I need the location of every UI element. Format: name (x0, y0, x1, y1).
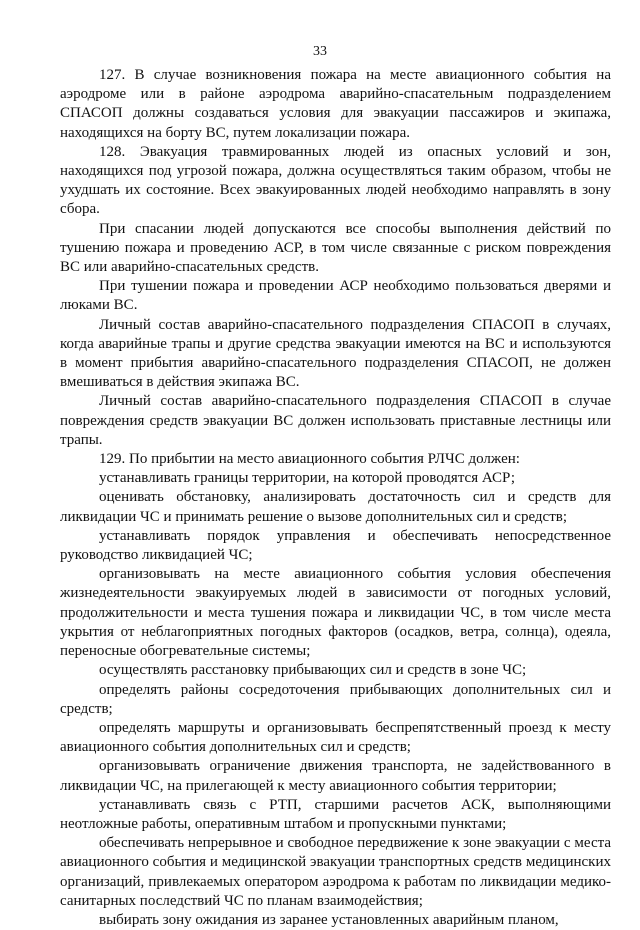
list-item-routes: определять маршруты и организовывать беспрепятственный проезд к месту авиационного события дополнительных сил и средств; (60, 719, 611, 756)
list-item-waiting-zone: выбирать зону ожидания из заранее установленных аварийным планом, (99, 911, 559, 928)
list-item-assess-situation: оценивать обстановку, анализировать достаточность сил и средств для ликвидации ЧС и принимать решение о вызове дополнительных сил и средств; (60, 489, 611, 525)
document-body (60, 66, 611, 930)
paragraph-129: 129. По прибытии на место авиационного события РЛЧС должен: (99, 451, 520, 468)
paragraph-ladders: Личный состав аварийно-спасательного подразделения СПАСОП в случае повреждения средств эвакуации ВС должен использовать приставные лестницы или трапы. (60, 393, 611, 448)
list-item-medical-evacuation: обеспечивать непрерывное и свободное передвижение к зоне эвакуации с места авиационного события и медицинской эвакуации транспортных средств медицинских организаций, привлекаемых оператором аэродрома к работам по ликвидации медико-санитарных последствий ЧС по планам взаимодействия; (60, 835, 611, 909)
list-item-territory-boundaries: устанавливать границы территории, на которой проводятся АСР; (99, 470, 516, 487)
list-item-concentration-areas: определять районы сосредоточения прибывающих дополнительных сил и средств; (60, 681, 611, 717)
list-item-management-order: устанавливать порядок управления и обеспечивать непосредственное руководство ликвидацией ЧС; (60, 527, 611, 564)
paragraph-doors-hatches: При тушении пожара и проведении АСР необходимо пользоваться дверями и люками ВС. (60, 278, 611, 314)
paragraph-128: 128. Эвакуация травмированных людей из опасных условий и зон, находящихся под угрозой пожара, должна осуществляться таким образом, чтобы не ухудшать их состояние. Всех эвакуированных людей необходимо направлять в зону сбора. (60, 143, 611, 218)
page-number: 33 (313, 44, 327, 59)
list-item-traffic-restriction: организовывать ограничение движения транспорта, не задействованного в ликвидации ЧС, на прилегающей к месту авиационного события территории; (60, 758, 611, 794)
list-item-communication: устанавливать связь с РТП, старшими расчетов АСК, выполняющими неотложные работы, оперативным штабом и пропускными пунктами; (60, 796, 611, 832)
list-item-force-placement: осуществлять расстановку прибывающих сил и средств в зоне ЧС; (99, 662, 527, 679)
paragraph-rescue-methods: При спасании людей допускаются все способы выполнения действий по тушению пожара и проведению АСР, в том числе связанные с риском повреждения ВС или аварийно-спасательных средств. (60, 220, 611, 276)
paragraph-127: 127. В случае возникновения пожара на месте авиационного события на аэродроме или в районе аэродрома аварийно-спасательным подразделением СПАСОП должны создаваться условия для эвакуации пассажиров и экипажа, находящихся на борту ВС, путем локализации пожара. (60, 67, 611, 141)
list-item-life-support: организовывать на месте авиационного события условия обеспечения жизнедеятельности эвакуируемых людей в зависимости от погодных условий, продолжительности и места тушения пожара и ликвидации ЧС, в том числе места укрытия от неблагоприятных погодных факторов (осадков, ветра, солнца), одеяла, переносные обогревательные системы; (60, 566, 611, 660)
paragraph-crew-actions: Личный состав аварийно-спасательного подразделения СПАСОП в случаях, когда аварийные трапы и другие средства эвакуации имеются на ВС и используются в момент прибытия аварийно-спасательного подразделения СПАСОП, не должен вмешиваться в действия экипажа ВС. (60, 316, 611, 391)
